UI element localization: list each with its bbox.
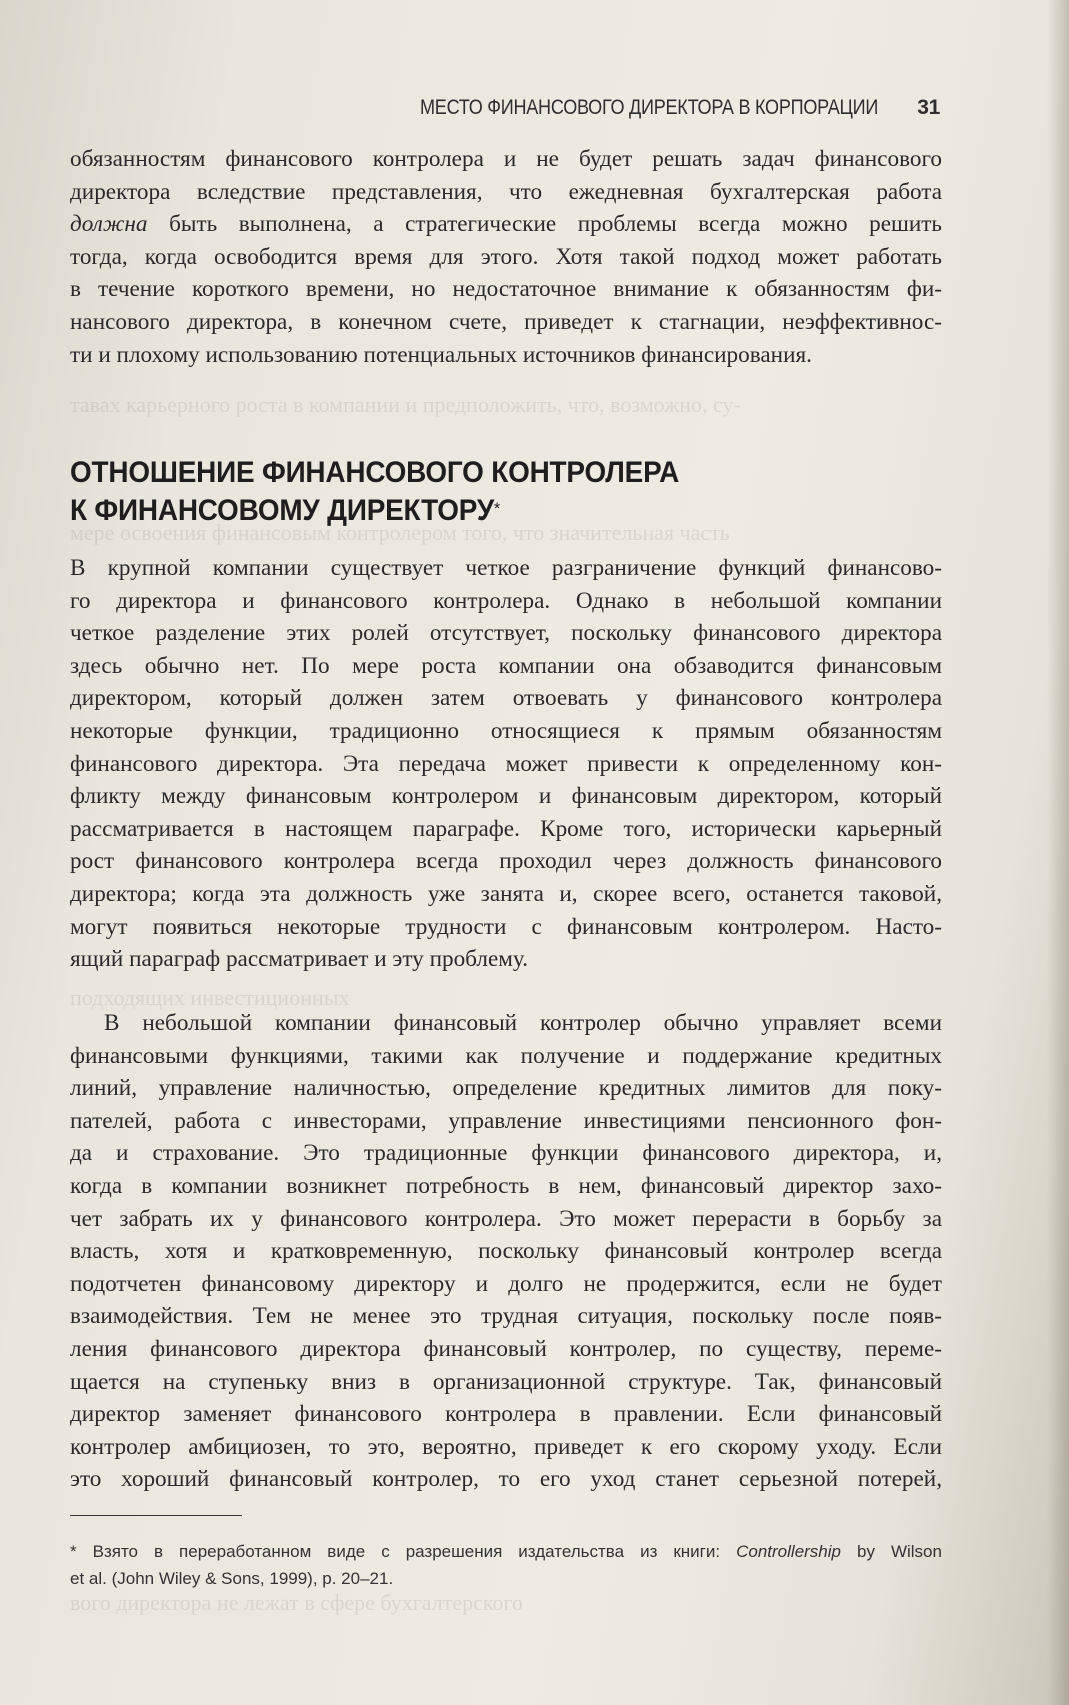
text-line: рассматривается в настоящем параграфе. Кроме того, исторически карьерный: [70, 815, 942, 842]
text-line: финансового директора. Эта передача может привести к определенному кон-: [70, 750, 942, 777]
running-head: [420, 96, 940, 126]
text-line: пателей, работа с инвесторами, управление инвестициями пенсионного фон-: [70, 1107, 942, 1134]
text-line: в течение короткого времени, но недостаточное внимание к обязанностям фи-: [70, 276, 942, 303]
text-line: В крупной компании существует четкое разграничение функций финансово-: [70, 555, 942, 581]
text-line: тогда, когда освободится время для этого. Хотя такой подход может работать: [70, 243, 942, 270]
text-line: здесь обычно нет. По мере роста компании она обзаводится финансовым: [70, 652, 942, 679]
text-line: В небольшой компании финансовый контролер обычно управляет всеми: [104, 1010, 942, 1036]
footnote-text-before: Взято в переработанном виде с разрешения издательства из книги:: [92, 1542, 721, 1561]
text-line: четкое разделение этих ролей отсутствует, поскольку финансового директора: [70, 620, 942, 647]
text-line-rest: быть выполнена, а стратегические проблемы всегда можно решить: [169, 211, 943, 238]
text-line: рост финансового контролера всегда проходил через должность финансового: [70, 848, 942, 875]
text-line: это хороший финансовый контролер, то его уход станет серьезной потерей,: [70, 1466, 942, 1493]
footnote-line-1: [70, 1538, 942, 1565]
text-line: некоторые функции, традиционно относящиеся к прямым обязанностям: [70, 717, 942, 744]
heading-line-2: [70, 492, 888, 530]
heading-line-1: ОТНОШЕНИЕ ФИНАНСОВОГО КОНТРОЛЕРА: [70, 456, 680, 489]
text-line: директора; когда эта должность уже занята и, скорее всего, останется таковой,: [70, 880, 942, 907]
text-line: да и страхование. Это традиционные функции финансового директора, и,: [70, 1140, 942, 1167]
paragraph-1: [70, 143, 942, 371]
text-line: щается на ступеньку вниз в организационной структуре. Так, финансовый: [70, 1368, 942, 1395]
text-line: ления финансового директора финансовый контролер, по существу, переме-: [70, 1335, 942, 1362]
text-line: когда в компании возникнет потребность в нем, финансовый директор захо-: [70, 1172, 942, 1199]
text-line: фликту между финансовым контролером и финансовым директором, который: [70, 783, 942, 810]
text-line: контролер амбициозен, то это, вероятно, приведет к его скорому уходу. Если: [70, 1433, 942, 1460]
text-line: власть, хотя и кратковременную, поскольку финансовый контролер всегда: [70, 1238, 942, 1265]
footnote-text-after: by Wilson: [857, 1542, 942, 1561]
section-heading: [70, 454, 950, 530]
text-line: финансовыми функциями, такими как получение и поддержание кредитных: [70, 1042, 942, 1069]
text-line: обязанностям финансового контролера и не будет решать задач финансового: [70, 146, 942, 172]
text-line: го директора и финансового контролера. Однако в небольшой компании: [70, 587, 942, 614]
running-head-title: МЕСТО ФИНАНСОВОГО ДИРЕКТОРА В КОРПОРАЦИИ: [420, 96, 879, 119]
footnote: [70, 1538, 942, 1592]
bleed-through-text: мере освоения финансовым контролером того, что значительная часть: [70, 520, 730, 545]
text-line: [70, 208, 942, 241]
heading-line-2-text: К ФИНАНСОВОМУ ДИРЕКТОРУ: [70, 494, 494, 527]
text-line: чет забрать их у финансового контролера. Это может перерасти в борьбу за: [70, 1205, 942, 1232]
footnote-line-2: et al. (John Wiley & Sons, 1999), p. 20–21.: [70, 1569, 394, 1588]
footnote-marker: *: [493, 499, 500, 518]
emphasis-word: должна: [70, 211, 148, 238]
text-line: могут появиться некоторые трудности с финансовым контролером. Насто-: [70, 913, 942, 940]
text-line: нансового директора, в конечном счете, приведет к стагнации, неэффективнос-: [70, 308, 942, 335]
text-line: директором, который должен затем отвоевать у финансового контролера: [70, 685, 942, 712]
footnote-rule: [70, 1515, 242, 1516]
text-line: ящий параграф рассматривает и эту проблему.: [70, 946, 528, 973]
footnote-mark: *: [70, 1542, 77, 1561]
text-line: подотчетен финансовому директору и долго не продержится, если не будет: [70, 1270, 942, 1297]
text-line: директора вследствие представления, что ежедневная бухгалтерская работа: [70, 178, 942, 205]
text-line: директор заменяет финансового контролера в правлении. Если финансовый: [70, 1401, 942, 1428]
text-line: взаимодействия. Тем не менее это трудная ситуация, поскольку после появ-: [70, 1303, 942, 1330]
bleed-through-text: подходящих инвестиционных: [70, 985, 350, 1010]
paragraph-2: [70, 552, 942, 976]
footnote-book-title: Controllership: [736, 1542, 841, 1561]
page-edge-shadow: [1047, 0, 1069, 1705]
paragraph-3: [70, 1007, 942, 1496]
text-line: ти и плохому использованию потенциальных источников финансирования.: [70, 341, 812, 368]
bleed-through-text: вого директора не лежат в сфере бухгалтерского: [70, 1590, 523, 1615]
text-line: линий, управление наличностью, определение кредитных лимитов для поку-: [70, 1075, 942, 1102]
page-number: 31: [917, 96, 940, 119]
bleed-through-text: тавах карьерного роста в компании и предположить, что, возможно, су-: [70, 392, 741, 417]
